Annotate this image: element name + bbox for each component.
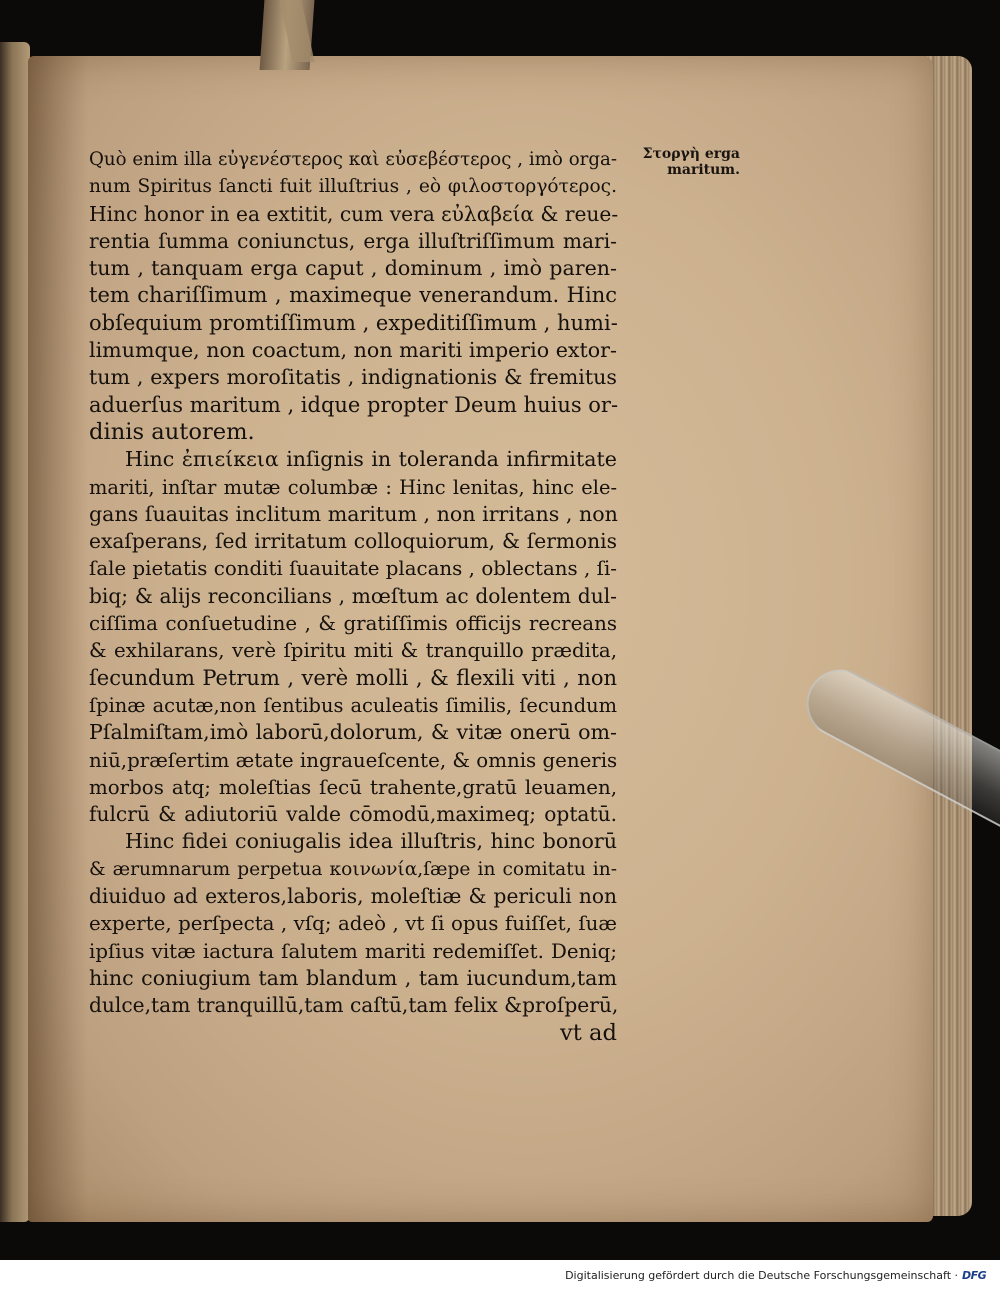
marginal-note-line: maritum. <box>667 162 740 178</box>
text-line: Pſalmiſtam,imò laborū,dolorum, & vitæ onerū om- <box>89 720 617 745</box>
text-line: fulcrū & adiutoriū valde cōmodū,maximeq; optatū. <box>89 802 617 827</box>
text-line: ciſſima conſuetudine , & gratiſſimis officijs recreans <box>89 612 617 636</box>
body-text <box>89 146 617 1047</box>
text-line: Hinc honor in ea extitit, cum vera εὐλαβεία & reue- <box>89 201 619 226</box>
text-line: Quò enim illa εὐγενέστερος καὶ εὐσεβέστερος , imò orga- <box>89 149 617 170</box>
text-line: ſale pietatis conditi ſuauitate placans , oblectans , ſi- <box>89 557 617 581</box>
left-page-edge <box>0 42 30 1222</box>
funding-credit: Digitalisierung gefördert durch die Deutsche Forschungsgemeinschaft · <box>565 1269 958 1282</box>
text-line: diuiduo ad exteros,laboris, moleſtiæ & periculi non <box>89 884 617 909</box>
text-line: ſpinæ acutæ,non ſentibus aculeatis ſimilis, ſecundum <box>89 693 617 717</box>
text-line: mariti, inſtar mutæ columbæ : Hinc lenitas, hinc ele- <box>89 475 617 499</box>
gutter-shadow <box>28 56 88 1222</box>
text-line: Hinc ἐπιείκεια inſignis in toleranda infirmitate <box>125 447 617 472</box>
marginal-note-line: Στοργὴ erga <box>642 146 740 162</box>
marginal-note <box>620 146 740 178</box>
text-line: hinc coniugium tam blandum , tam iucundum,tam <box>89 965 617 990</box>
text-line: & ærumnarum perpetua κοινωνία,ſæpe in comitatu in- <box>89 858 617 880</box>
text-line: gans ſuauitas inclitum maritum , non irritans , non <box>89 501 618 526</box>
text-line: aduerſus maritum , idque propter Deum huius or- <box>89 392 619 417</box>
text-line: tum , tanquam erga caput , dominum , imò paren- <box>89 256 617 281</box>
text-line: niū,præſertim ætate ingraueſcente, & omnis generis <box>89 748 618 772</box>
text-line: num Spiritus ſancti fuit illuſtrius , eò φιλοστοργότερος. <box>89 176 617 198</box>
text-line: obſequium promtiſſimum , expeditiſſimum , humi- <box>89 310 618 335</box>
text-line: & exhilarans, verè ſpiritu miti & tranquillo prædita, <box>89 639 617 663</box>
text-line: experte, perſpecta , vſq; adeò , vt ſi opus fuiſſet, ſuæ <box>89 912 617 936</box>
text-line: exaſperans, ſed irritatum colloquiorum, & ſermonis <box>89 529 617 554</box>
dfg-logo: DFG <box>962 1269 987 1282</box>
catchword: vt ad <box>560 1019 617 1046</box>
text-line: morbos atq; moleſtias ſecū trahente,gratū leuamen, <box>89 775 617 799</box>
text-line: Hinc fidei coniugalis idea illuſtris, hinc bonorū <box>125 829 617 854</box>
text-line: dinis autorem. <box>89 418 255 445</box>
text-line: ipſius vitæ iactura ſalutem mariti redemiſſet. Deniq; <box>89 939 617 963</box>
text-line: biq; & alijs reconcilians , mœſtum ac dolentem dul- <box>89 583 617 608</box>
text-line: tem chariſſimum , maximeque venerandum. Hinc <box>89 283 617 308</box>
text-line: tum , expers moroſitatis , indignationis & fremitus <box>89 365 617 390</box>
text-line: dulce,tam tranquillū,tam caſtū,tam felix &proſperū, <box>89 993 619 1018</box>
text-line: rentia ſumma coniunctus, erga illuſtriſſimum mari- <box>89 228 617 253</box>
text-line: limumque, non coactum, non mariti imperio extor- <box>89 338 617 363</box>
text-line: ſecundum Petrum , verè molli , & flexili viti , non <box>89 665 617 690</box>
